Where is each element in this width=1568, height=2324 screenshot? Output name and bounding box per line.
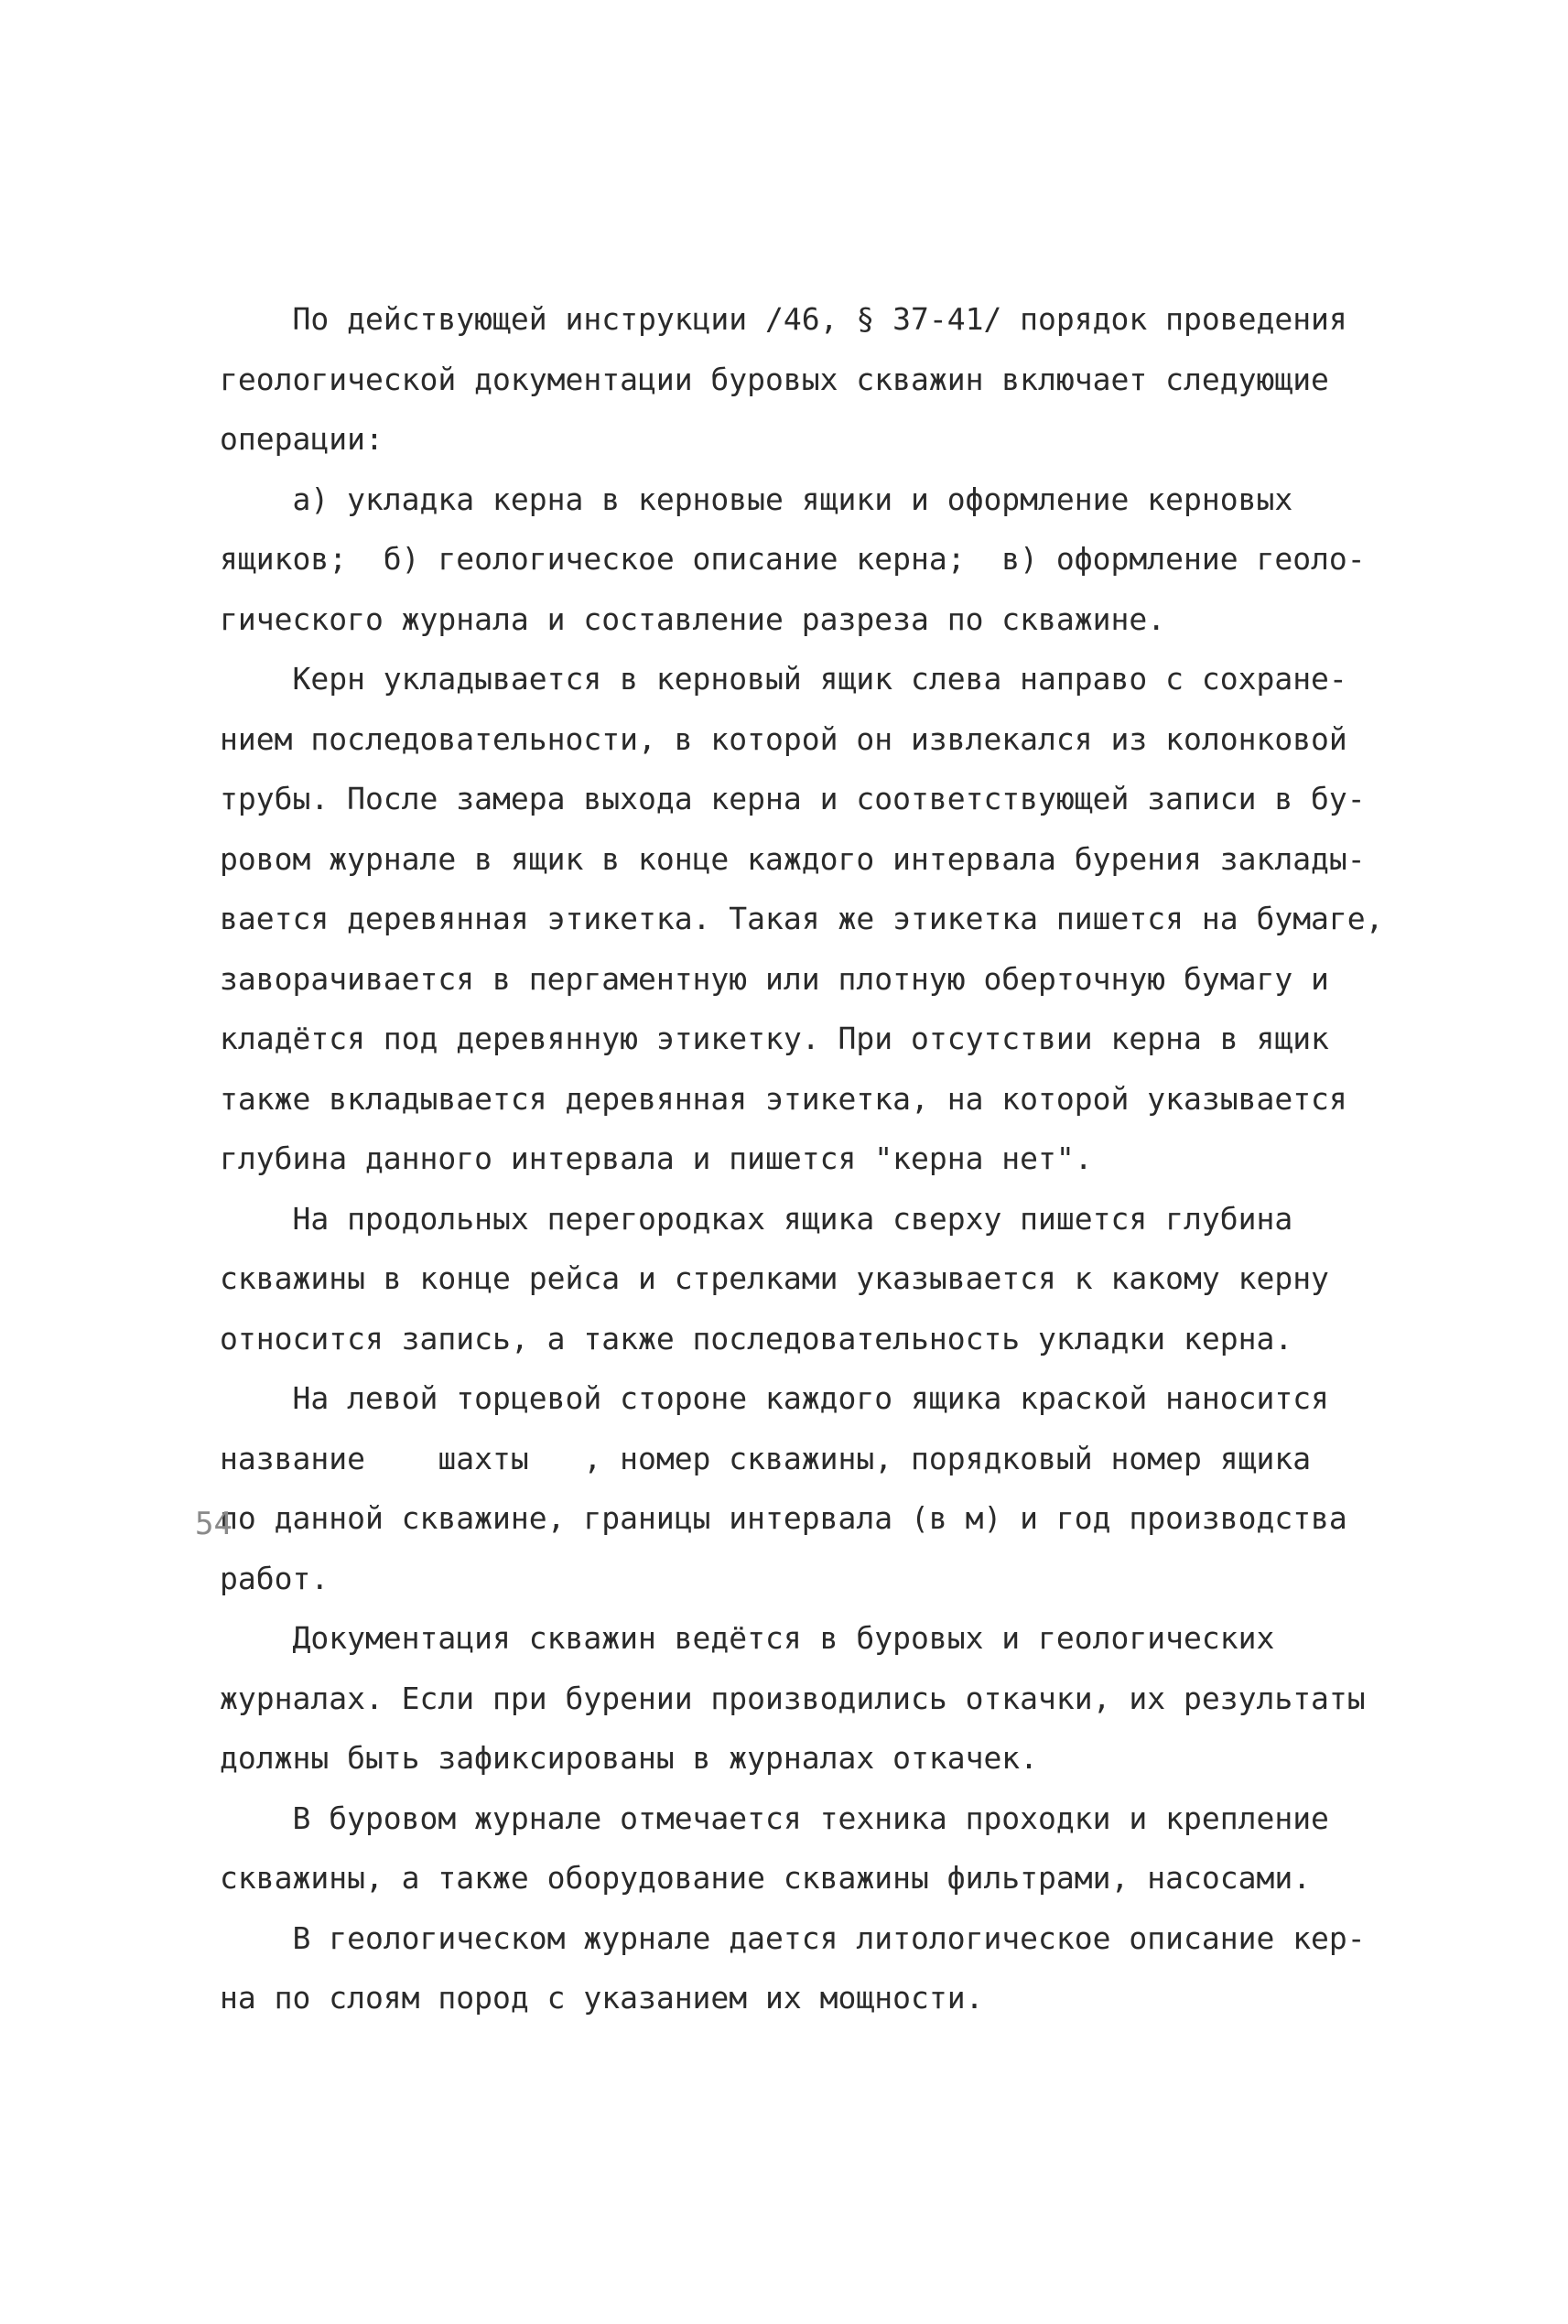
text-line: трубы. После замера выхода керна и соответствующей записи в бу- <box>220 781 1366 816</box>
text-line: журналах. Если при бурении производились откачки, их результаты <box>220 1680 1366 1716</box>
text-line: ящиков; б) геологическое описание керна; в) оформление геоло- <box>220 541 1366 577</box>
text-line: ровом журнале в ящик в конце каждого интервала бурения заклады- <box>220 840 1366 877</box>
text-line: название шахты , номер скважины, порядковый номер ящика <box>220 1440 1312 1476</box>
text-line: а) укладка керна в керновые ящики и оформление керновых <box>220 481 1293 517</box>
text-line: должны быть зафиксированы в журналах откачек. <box>220 1740 1039 1776</box>
text-line: также вкладывается деревянная этикетка, на которой указывается <box>220 1080 1347 1117</box>
text-line: скважины, а также оборудование скважины фильтрами, насосами. <box>220 1860 1312 1896</box>
text-line: Керн укладывается в керновый ящик слева направо с сохране- <box>220 661 1347 697</box>
page-number: 54 <box>195 1506 232 1542</box>
text-line: относится запись, а также последовательность укладки керна. <box>220 1320 1293 1357</box>
text-line: вается деревянная этикетка. Такая же этикетка пишется на бумаге, <box>220 901 1384 936</box>
text-line: на по слоям пород с указанием их мощности. <box>220 1980 984 2016</box>
text-line: работ. <box>220 1560 330 1596</box>
text-line: по данной скважине, границы интервала (в м) и год производства <box>220 1500 1347 1536</box>
text-line: На левой торцевой стороне каждого ящика краской наносится <box>220 1380 1329 1416</box>
text-line: заворачивается в пергаментную или плотную оберточную бумагу и <box>220 960 1329 997</box>
text-line: гического журнала и составление разреза по скважине. <box>220 600 1166 637</box>
text-line: На продольных перегородках ящика сверху пишется глубина <box>220 1200 1293 1237</box>
text-line: Документация скважин ведётся в буровых и геологических <box>220 1620 1275 1656</box>
text-line: По действующей инструкции /46, § 37-41/ порядок проведения <box>220 301 1347 337</box>
text-line: нием последовательности, в которой он извлекался из колонковой <box>220 720 1347 757</box>
text-line: В буровом журнале отмечается техника проходки и крепление <box>220 1800 1329 1836</box>
text-line: В геологическом журнале дается литологическое описание кер- <box>220 1919 1366 1956</box>
text-line: глубина данного интервала и пишется "керна нет". <box>220 1140 1093 1176</box>
text-line: скважины в конце рейса и стрелками указывается к какому керну <box>220 1260 1329 1296</box>
text-line: геологической документации буровых скважин включает следующие <box>220 361 1329 397</box>
text-line: кладётся под деревянную этикетку. При отсутствии керна в ящик <box>220 1021 1329 1056</box>
text-line: операции: <box>220 421 384 457</box>
body-text <box>220 289 1391 2028</box>
